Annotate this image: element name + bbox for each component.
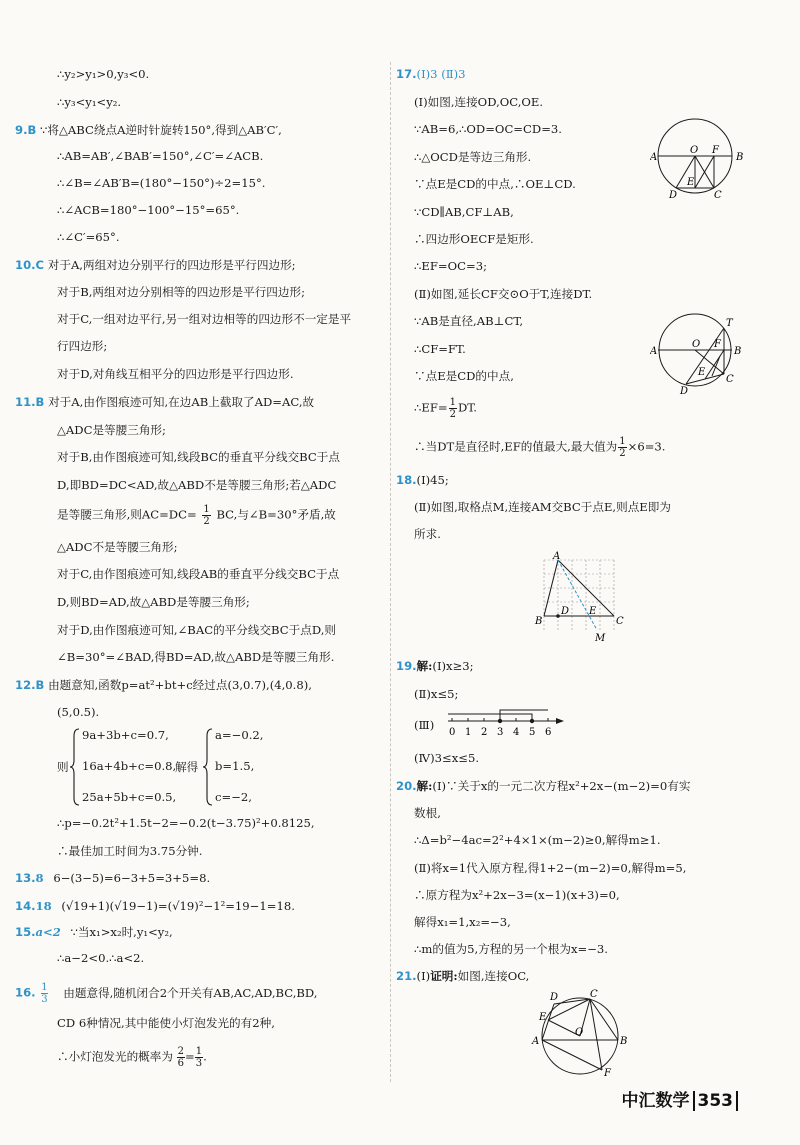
solution-label: 解: bbox=[416, 659, 433, 673]
fraction-numerator: 1 bbox=[41, 982, 48, 993]
fraction-denominator: 2 bbox=[203, 516, 210, 527]
text-line: ∴y₃<y₁<y₂. bbox=[57, 95, 122, 109]
answer: B bbox=[35, 678, 45, 692]
question-9 bbox=[15, 122, 282, 138]
fraction-numerator: 1 bbox=[195, 1046, 203, 1057]
text-line: ∵AB=6,∴OD=OC=CD=3. bbox=[414, 122, 562, 136]
point-label: E bbox=[687, 177, 695, 188]
question-14 bbox=[15, 898, 295, 914]
text-line: (Ⅲ) bbox=[414, 718, 435, 732]
point-label: B bbox=[736, 152, 744, 163]
point-label: A bbox=[650, 152, 658, 163]
question-number: 19. bbox=[396, 659, 417, 673]
solution-text: (Ⅰ) bbox=[416, 969, 431, 983]
question-18 bbox=[396, 472, 449, 488]
tick-label: 5 bbox=[529, 727, 536, 738]
question-number: 20. bbox=[396, 779, 417, 793]
solution-label: 证明: bbox=[430, 969, 458, 983]
text-line: ∴EF=OC=3; bbox=[414, 259, 487, 273]
text-line: ∴Δ=b²−4ac=2²+4×1×(m−2)≥0,解得m≥1. bbox=[414, 833, 661, 847]
equation-line: a=−0.2, bbox=[215, 728, 264, 742]
text-line: (Ⅳ)3≤x≤5. bbox=[414, 751, 480, 765]
point-label: O bbox=[690, 145, 699, 156]
question-19 bbox=[396, 658, 474, 674]
point-label: E bbox=[589, 606, 597, 617]
text-line: 对于D,由作图痕迹可知,∠BAC的平分线交BC于点D,则 bbox=[57, 623, 336, 637]
question-number: 17. bbox=[396, 67, 417, 81]
figure-grid bbox=[532, 550, 632, 646]
question-20 bbox=[396, 778, 690, 794]
text-line: ∴∠ACB=180°−100°−15°=65°. bbox=[57, 203, 240, 217]
text-segment: ∴当DT是直径时,EF的值最大,最大值为 bbox=[414, 439, 618, 454]
text-segment: ∴小灯泡发光的概率为 bbox=[57, 1049, 173, 1064]
text-line-fraction bbox=[57, 504, 336, 527]
point-label: B bbox=[620, 1036, 628, 1047]
text-line: ∵点E是CD的中点,∴OE⊥CD. bbox=[414, 177, 576, 191]
solution-text: ∵当x₁>x₂时,y₁<y₂, bbox=[70, 925, 173, 939]
text-line: ∴最佳加工时间为3.75分钟. bbox=[57, 844, 203, 858]
answer: B bbox=[27, 123, 37, 137]
question-15 bbox=[15, 924, 173, 940]
tick-label: 3 bbox=[497, 727, 504, 738]
tick-label: 1 bbox=[465, 727, 472, 738]
text-line: (Ⅱ)将x=1代入原方程,得1+2−(m−2)=0,解得m=5, bbox=[414, 861, 687, 875]
question-11 bbox=[15, 394, 314, 410]
text-line: D,则BD=AD,故△ABD是等腰三角形; bbox=[57, 595, 250, 609]
text-line: ∴AB=AB′,∠BAB′=150°,∠C′=∠ACB. bbox=[57, 149, 264, 163]
question-number: 18. bbox=[396, 473, 417, 487]
point-label: D bbox=[669, 190, 678, 201]
point-label: F bbox=[604, 1068, 611, 1079]
solution-label: 解: bbox=[416, 779, 433, 793]
question-number: 21. bbox=[396, 969, 417, 983]
text-line: ∴四边形OECF是矩形. bbox=[414, 232, 534, 246]
answer: C bbox=[35, 258, 45, 272]
fraction bbox=[202, 504, 210, 527]
question-10 bbox=[15, 257, 296, 273]
solution-text: 由题意得,随机闭合2个开关有AB,AC,AD,BC,BD, bbox=[63, 985, 318, 1000]
solution-text: 由题意知,函数p=at²+bt+c经过点(3,0.7),(4,0.8), bbox=[48, 678, 312, 692]
tick-label: 2 bbox=[481, 727, 488, 738]
answer: 8 bbox=[35, 871, 44, 885]
answer-fraction bbox=[41, 982, 47, 1005]
tick-label: 6 bbox=[545, 727, 552, 738]
question-16 bbox=[15, 982, 317, 1005]
text-line: ∵点E是CD的中点, bbox=[414, 369, 514, 383]
text-line: ∴a−2<0.∴a<2. bbox=[57, 951, 145, 965]
text-line: (5,0.5). bbox=[57, 705, 100, 719]
point-label: E bbox=[698, 367, 706, 378]
question-number: 16. bbox=[15, 985, 36, 1000]
text-line: 解得x₁=1,x₂=−3, bbox=[414, 915, 511, 929]
point-label: C bbox=[616, 616, 624, 627]
text-line: (Ⅱ)x≤5; bbox=[414, 687, 459, 701]
text-segment: 解得 bbox=[175, 760, 199, 774]
left-brace bbox=[203, 728, 213, 806]
text-line: (Ⅱ)如图,延长CF交⊙O于T,连接DT. bbox=[414, 287, 593, 301]
answer: a<2 bbox=[35, 925, 61, 939]
point-label: E bbox=[539, 1012, 547, 1023]
equation-line: 16a+4b+c=0.8, bbox=[82, 759, 177, 773]
page-number: 353 bbox=[693, 1091, 739, 1111]
text-line: ∴△OCD是等边三角形. bbox=[414, 150, 532, 164]
question-21 bbox=[396, 968, 529, 984]
page-footer bbox=[622, 1086, 739, 1111]
text-segment: . bbox=[203, 1049, 207, 1064]
text-line: ∴∠C′=65°. bbox=[57, 230, 120, 244]
text-line: ∴CF=FT. bbox=[414, 342, 466, 356]
question-12 bbox=[15, 677, 312, 693]
text-segment: BC,与∠B=30°矛盾,故 bbox=[216, 507, 336, 522]
fraction bbox=[449, 397, 457, 420]
point-label: F bbox=[714, 339, 721, 350]
point-label: A bbox=[532, 1036, 540, 1047]
question-13 bbox=[15, 870, 210, 886]
fraction-numerator: 1 bbox=[619, 436, 626, 447]
question-number: 13. bbox=[15, 871, 36, 885]
question-number: 9. bbox=[15, 123, 28, 137]
answer: (Ⅰ)3 (Ⅱ)3 bbox=[416, 67, 466, 81]
point-label: D bbox=[550, 992, 559, 1003]
text-line: ∴原方程为x²+2x−3=(x−1)(x+3)=0, bbox=[414, 888, 620, 902]
point-label: M bbox=[595, 633, 606, 644]
fraction-numerator: 1 bbox=[449, 397, 456, 408]
question-number: 12. bbox=[15, 678, 36, 692]
text-line: ∴∠B=∠AB′B=(180°−150°)÷2=15°. bbox=[57, 176, 266, 190]
point-label: B bbox=[734, 346, 742, 357]
fraction-numerator: 2 bbox=[177, 1046, 185, 1057]
brand-name: 中汇数学 bbox=[621, 1091, 690, 1111]
column-divider bbox=[390, 62, 391, 1082]
solution-text: ∵将△ABC绕点A逆时针旋转150°,得到△AB′C′, bbox=[40, 123, 282, 137]
text-line: 数根, bbox=[414, 806, 441, 820]
text-line: 对于C,一组对边平行,另一组对边相等的四边形不一定是平 bbox=[57, 312, 352, 326]
text-line: ∵AB是直径,AB⊥CT, bbox=[414, 314, 524, 328]
text-segment: ×6=3. bbox=[627, 439, 666, 454]
point-label: C bbox=[714, 190, 722, 201]
text-line: D,即BD=DC<AD,故△ABD不是等腰三角形;若△ADC bbox=[57, 478, 337, 492]
fraction-denominator: 6 bbox=[177, 1058, 185, 1069]
point-label: C bbox=[590, 989, 598, 1000]
point-label: A bbox=[553, 551, 561, 562]
solution-text: 如图,连接OC, bbox=[457, 969, 530, 983]
text-line: △ADC是等腰三角形; bbox=[57, 423, 166, 437]
text-segment: = bbox=[185, 1049, 195, 1064]
point-label: C bbox=[726, 374, 734, 385]
fraction-numerator: 1 bbox=[203, 504, 210, 515]
figure-circle-chords bbox=[530, 988, 630, 1080]
text-line: 对于B,由作图痕迹可知,线段BC的垂直平分线交BC于点 bbox=[57, 450, 340, 464]
fraction bbox=[177, 1046, 185, 1069]
text-line: (Ⅱ)如图,取格点M,连接AM交BC于点E,则点E即为 bbox=[414, 500, 671, 514]
text-line: CD 6种情况,其中能使小灯泡发光的有2种, bbox=[57, 1016, 275, 1030]
text-segment: 是等腰三角形,则AC=DC= bbox=[57, 507, 197, 522]
point-label: T bbox=[726, 318, 733, 329]
equation-line: c=−2, bbox=[215, 790, 252, 804]
text-segment: 则 bbox=[57, 760, 69, 774]
equation-line: 25a+5b+c=0.5, bbox=[82, 790, 177, 804]
fraction-denominator: 2 bbox=[619, 448, 626, 459]
point-label: D bbox=[561, 606, 570, 617]
left-brace bbox=[70, 728, 80, 806]
solution-text: (Ⅰ)x≥3; bbox=[432, 659, 474, 673]
solution-text: (√19+1)(√19−1)=(√19)²−1²=19−1=18. bbox=[61, 899, 295, 913]
text-line: 对于B,两组对边分别相等的四边形是平行四边形; bbox=[57, 285, 305, 299]
answer: 18 bbox=[35, 899, 52, 913]
solution-text: 6−(3−5)=6−3+5=3+5=8. bbox=[53, 871, 211, 885]
text-line: ∴y₂>y₁>0,y₃<0. bbox=[57, 67, 150, 81]
question-number: 11. bbox=[15, 395, 36, 409]
equation-line: b=1.5, bbox=[215, 759, 255, 773]
point-label: O bbox=[692, 339, 701, 350]
text-line: 行四边形; bbox=[57, 339, 108, 353]
point-label: A bbox=[650, 346, 658, 357]
equation-line: 9a+3b+c=0.7, bbox=[82, 728, 169, 742]
text-segment: DT. bbox=[457, 400, 477, 415]
answer: B bbox=[35, 395, 45, 409]
question-number: 10. bbox=[15, 258, 36, 272]
fraction bbox=[618, 436, 626, 459]
question-17 bbox=[396, 66, 466, 82]
solution-text: (Ⅰ)∵关于x的一元二次方程x²+2x−(m−2)=0有实 bbox=[432, 779, 691, 793]
text-line: ∴p=−0.2t²+1.5t−2=−0.2(t−3.75)²+0.8125, bbox=[57, 816, 315, 830]
tick-label: 0 bbox=[449, 727, 456, 738]
solution-text: 对于A,由作图痕迹可知,在边AB上截取了AD=AC,故 bbox=[48, 395, 315, 409]
text-line-fraction bbox=[414, 397, 477, 420]
question-number: 15. bbox=[15, 925, 36, 939]
text-line: 对于D,对角线互相平分的四边形是平行四边形. bbox=[57, 367, 294, 381]
text-line-fraction bbox=[414, 436, 665, 459]
tick-label: 4 bbox=[513, 727, 520, 738]
answer: (Ⅰ)45; bbox=[416, 473, 449, 487]
text-line: ∴m的值为5,方程的另一个根为x=−3. bbox=[414, 942, 608, 956]
text-line: 所求. bbox=[414, 527, 441, 541]
text-line: (Ⅰ)如图,连接OD,OC,OE. bbox=[414, 95, 544, 109]
text-line: ∵CD∥AB,CF⊥AB, bbox=[414, 205, 514, 219]
figure-circle-rectangle bbox=[650, 118, 746, 202]
text-line-fraction bbox=[57, 1046, 207, 1069]
text-line: 对于C,由作图痕迹可知,线段AB的垂直平分线交BC于点 bbox=[57, 567, 340, 581]
equation-system bbox=[57, 726, 357, 808]
fraction-denominator: 2 bbox=[449, 409, 456, 420]
point-label: O bbox=[575, 1027, 584, 1038]
fraction-denominator: 3 bbox=[195, 1058, 203, 1069]
fraction-denominator: 3 bbox=[41, 994, 48, 1005]
solution-text: 对于A,两组对边分别平行的四边形是平行四边形; bbox=[47, 258, 296, 272]
text-line: △ADC不是等腰三角形; bbox=[57, 540, 178, 554]
point-label: B bbox=[535, 616, 543, 627]
number-line bbox=[446, 707, 568, 741]
text-line: ∠B=30°=∠BAD,得BD=AD,故△ABD是等腰三角形. bbox=[57, 650, 335, 664]
text-segment: ∴EF= bbox=[414, 400, 448, 415]
figure-circle-tangent bbox=[650, 312, 746, 398]
fraction bbox=[195, 1046, 203, 1069]
point-label: D bbox=[680, 386, 689, 397]
question-number: 14. bbox=[15, 899, 36, 913]
point-label: F bbox=[712, 145, 719, 156]
